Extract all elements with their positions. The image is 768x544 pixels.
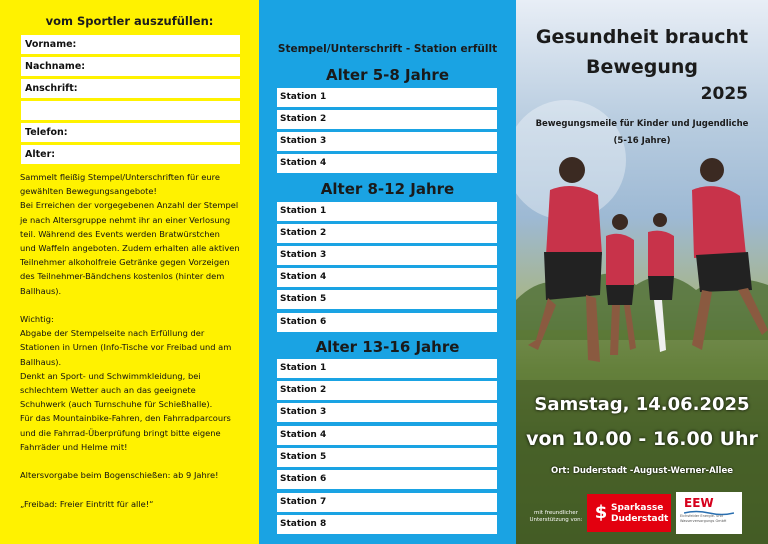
- sponsor-name: Duderstadt: [611, 514, 669, 524]
- sparkasse-logo: [587, 494, 671, 532]
- text-line: Teilnehmer alkoholfreie Getränke gegen Vorzeigen: [20, 257, 230, 268]
- eew-logo-text: EEW: [684, 496, 714, 510]
- first-name-field[interactable]: Vorname:: [21, 35, 240, 54]
- last-name-field[interactable]: Nachname:: [21, 57, 240, 76]
- station-row[interactable]: Station 6: [277, 470, 497, 489]
- age-range: (5-16 Jahre): [613, 136, 671, 146]
- station-row[interactable]: Station 2: [277, 224, 497, 243]
- text-line: Schuhwerk (auch Turnschuhe für Schießhalle).: [20, 399, 213, 410]
- text-line: schlechtem Wetter auch an das geeignete: [20, 385, 196, 396]
- stamp-header: Stempel/Unterschrift - Station erfüllt: [277, 43, 498, 55]
- station-row[interactable]: Station 3: [277, 403, 497, 422]
- station-row[interactable]: Station 3: [277, 132, 497, 151]
- age-group-title: Alter 5-8 Jahre: [326, 66, 449, 84]
- text-line: gewählten Bewegungsangebote!: [20, 186, 157, 197]
- text-line: Bei Erreichen der vorgegebenen Anzahl der Stempel: [20, 200, 239, 211]
- station-row[interactable]: Station 4: [277, 154, 497, 173]
- text-line: je nach Altersgruppe nehmt ihr an einer Verlosung: [20, 214, 231, 225]
- station-row[interactable]: Station 1: [277, 88, 497, 107]
- freibad-note: „Freibad: Freier Eintritt für alle!“: [20, 498, 154, 509]
- address-field[interactable]: Anschrift:: [21, 79, 240, 98]
- station-row[interactable]: Station 7: [277, 493, 497, 512]
- station-row[interactable]: Station 2: [277, 381, 497, 400]
- title-line-1: Gesundheit braucht: [535, 26, 749, 48]
- text-line: und Waffeln angeboten. Zudem erhalten alle aktiven: [20, 243, 240, 254]
- event-time: von 10.00 - 16.00 Uhr: [526, 428, 758, 450]
- age-field[interactable]: Alter:: [21, 145, 240, 164]
- event-subtitle: Bewegungsmeile für Kinder und Jugendliche: [535, 119, 749, 129]
- age-group-title: Alter 13-16 Jahre: [315, 338, 460, 356]
- title-line-2: Bewegung: [585, 56, 699, 78]
- station-row[interactable]: Station 1: [277, 359, 497, 378]
- text-line: Wichtig:: [20, 314, 54, 325]
- address-field-line2[interactable]: [21, 101, 240, 120]
- age-group-title: Alter 8-12 Jahre: [320, 180, 455, 198]
- station-row[interactable]: Station 4: [277, 268, 497, 287]
- text-line: des Teilnehmer-Bändchens kostenlos (hinter dem: [20, 271, 225, 282]
- phone-field[interactable]: Telefon:: [21, 123, 240, 142]
- text-line: teil. Während des Events werden Bratwürstchen: [20, 228, 220, 239]
- running-children-photo: [516, 0, 768, 544]
- station-row[interactable]: Station 8: [277, 515, 497, 534]
- support-note: mit freundlicher Unterstützung von:: [529, 510, 583, 523]
- text-line: Sammelt fleißig Stempel/Unterschriften für eure: [20, 172, 220, 182]
- event-date: Samstag, 14.06.2025: [534, 394, 750, 415]
- instructions-text: [20, 170, 248, 511]
- text-line: Stationen in Urnen (Info-Tische vor Freibad und am: [20, 342, 232, 353]
- station-row[interactable]: Station 5: [277, 448, 497, 467]
- text-line: und die Fahrrad-Überprüfung bringt bitte eigene: [20, 427, 221, 438]
- text-line: Ballhaus).: [20, 285, 62, 296]
- archery-note: Altersvorgabe beim Bogenschießen: ab 9 Jahre!: [20, 470, 219, 481]
- station-row[interactable]: Station 1: [277, 202, 497, 221]
- station-row[interactable]: Station 2: [277, 110, 497, 129]
- station-row[interactable]: Station 5: [277, 290, 497, 309]
- sparkasse-s-icon: $: [594, 502, 608, 523]
- station-row[interactable]: Station 3: [277, 246, 497, 265]
- text-line: Denkt an Sport- und Schwimmkleidung, bei: [20, 370, 201, 381]
- event-location: Ort: Duderstadt -August-Werner-Allee: [550, 466, 733, 476]
- station-row[interactable]: Station 6: [277, 313, 497, 332]
- text-line: Für das Mountainbike-Fahren, den Fahrradparcours: [20, 413, 231, 424]
- event-year: 2025: [700, 84, 748, 104]
- event-cover-panel: [516, 0, 768, 544]
- eew-fullname: Eichsfelder Energie- und Wasserversorgungs GmbH: [680, 514, 727, 523]
- text-line: Abgabe der Stempelseite nach Erfüllung der: [20, 328, 205, 339]
- registration-heading: vom Sportler auszufüllen:: [45, 14, 214, 28]
- text-line: Ballhaus).: [20, 356, 62, 367]
- eew-logo: [676, 492, 742, 534]
- station-row[interactable]: Station 4: [277, 426, 497, 445]
- text-line: Fahrräder und Helme mit!: [20, 441, 128, 452]
- sponsor-name: Sparkasse: [611, 503, 664, 513]
